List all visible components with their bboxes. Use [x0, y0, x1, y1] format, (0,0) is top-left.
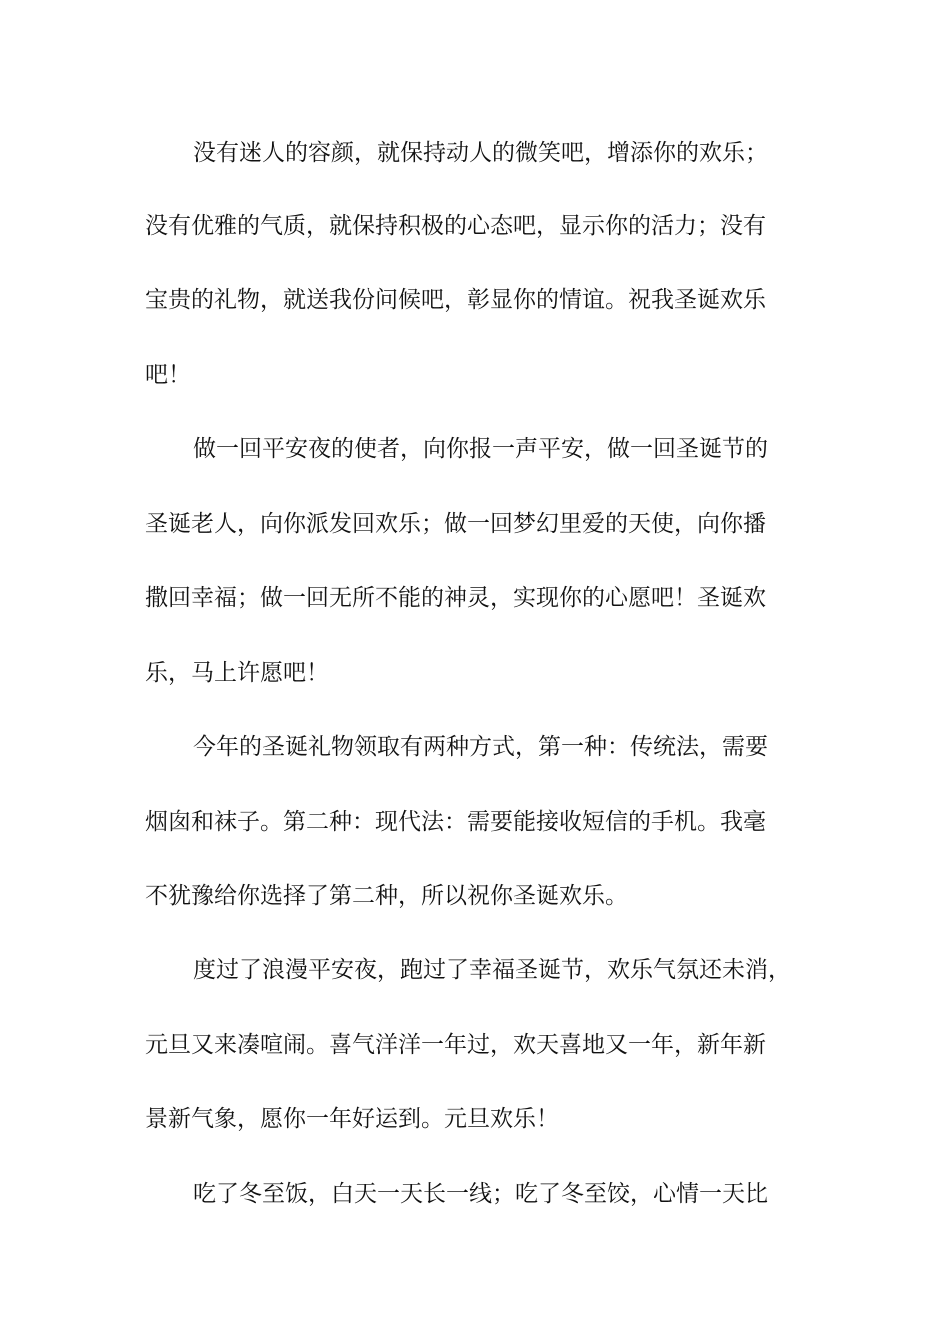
paragraph-2-line-2: 圣诞老人，向你派发回欢乐；做一回梦幻里爱的天使，向你播: [145, 511, 766, 537]
paragraph-3-line-1: 今年的圣诞礼物领取有两种方式，第一种：传统法，需要: [193, 734, 768, 760]
paragraph-2-line-1: 做一回平安夜的使者，向你报一声平安，做一回圣诞节的: [193, 436, 768, 462]
paragraph-3-line-3: 不犹豫给你选择了第二种，所以祝你圣诞欢乐。: [145, 883, 628, 909]
paragraph-1-line-4: 吧！: [145, 362, 191, 388]
paragraph-4-line-1: 度过了浪漫平安夜，跑过了幸福圣诞节，欢乐气氛还未消，: [193, 957, 791, 983]
paragraph-1-line-1: 没有迷人的容颜，就保持动人的微笑吧，增添你的欢乐；: [193, 140, 768, 166]
paragraph-5-line-1: 吃了冬至饭，白天一天长一线；吃了冬至饺，心情一天比: [193, 1181, 768, 1207]
paragraph-4-line-2: 元旦又来凑喧闹。喜气洋洋一年过，欢天喜地又一年，新年新: [145, 1032, 766, 1058]
paragraph-2-line-3: 撒回幸福；做一回无所不能的神灵，实现你的心愿吧！圣诞欢: [145, 585, 766, 611]
paragraph-1-line-3: 宝贵的礼物，就送我份问候吧，彰显你的情谊。祝我圣诞欢乐: [145, 287, 766, 313]
paragraph-4-line-3: 景新气象，愿你一年好运到。元旦欢乐！: [145, 1106, 559, 1132]
paragraph-3-line-2: 烟囱和袜子。第二种：现代法：需要能接收短信的手机。我毫: [145, 809, 766, 835]
paragraph-1-line-2: 没有优雅的气质，就保持积极的心态吧，显示你的活力；没有: [145, 213, 766, 239]
paragraph-2-line-4: 乐，马上许愿吧！: [145, 660, 329, 686]
